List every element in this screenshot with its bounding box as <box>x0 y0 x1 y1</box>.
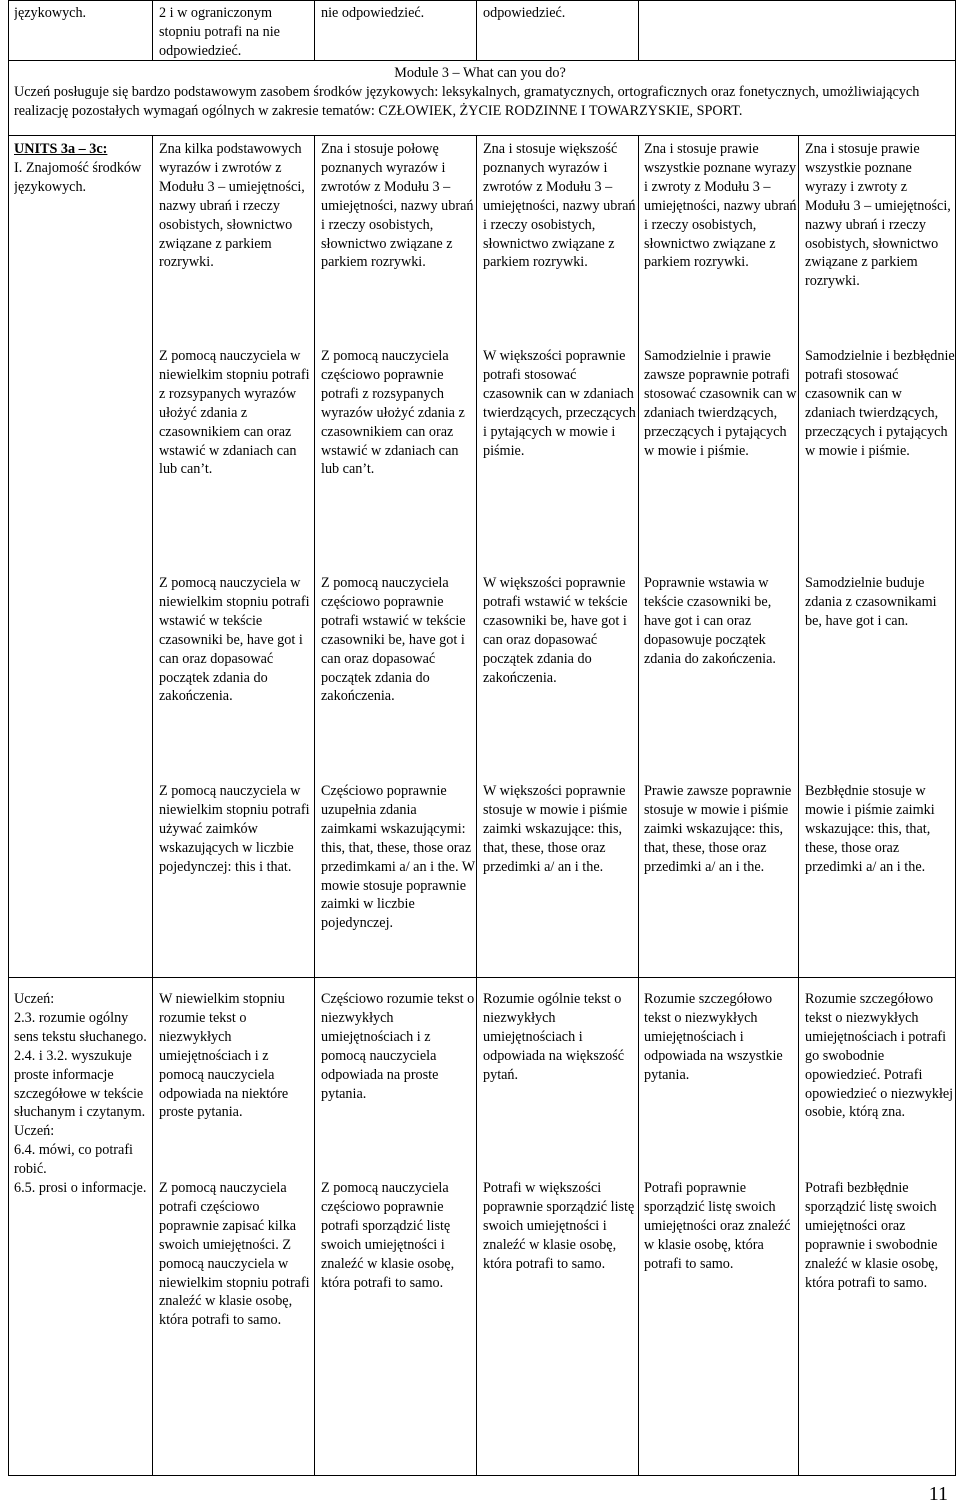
req-line-6: 6.5. prosi o informacje. <box>14 1180 147 1197</box>
req-line-2: 2.3. rozumie ogólny sens tekstu słuchanego. <box>14 1009 147 1045</box>
page-number: 11 <box>928 1483 948 1505</box>
lower-b-level3: Potrafi w większości poprawnie sporządzić listę swoich umiejętności i znaleźć w klasie osobę, która potrafi to samo. <box>483 1180 635 1272</box>
lower-b-level5: Potrafi bezbłędnie sporządzić listę swoich umiejętności oraz poprawnie i swobodnie znaleźć w klasie osobę, która potrafi to samo. <box>805 1180 939 1291</box>
lower-a-level4: Rozumie szczegółowo tekst o niezwykłych umiejętnościach i odpowiada na wszystkie pytania. <box>644 991 783 1083</box>
top-cell-3: odpowiedzieć. <box>483 5 566 21</box>
lower-a-level1: W niewielkim stopniu rozumie tekst o niezwykłych umiejętnościach i z pomocą nauczyciela odpowiada na niektóre proste pytania. <box>159 991 289 1121</box>
row4-level1: Z pomocą nauczyciela w niewielkim stopniu potrafi używać zaimków wskazujących w liczbie pojedynczej: this i that. <box>159 783 310 875</box>
row4-level5: Bezbłędnie stosuje w mowie i piśmie zaimki wskazujące: this, that, these, those oraz przedimki a/ an i the. <box>805 783 935 875</box>
req-line-1: Uczeń: <box>14 991 55 1007</box>
req-line-4: Uczeń: <box>14 1123 55 1140</box>
row2-level4: Samodzielnie i prawie zawsze poprawnie potrafi stosować czasownik can w zdaniach twierdzących, przeczących i pytających w mowie i piśmie. <box>644 348 797 459</box>
row2-level2: Z pomocą nauczyciela częściowo poprawnie potrafi z rozsypanych wyrazów ułożyć zdania z czasownikiem can oraz wstawić w zdaniach can lub can’t. <box>321 348 465 478</box>
row4-level3: W większości poprawnie stosuje w mowie i piśmie zaimki wskazujące: this, that, these, those oraz przedimki a/ an i the. <box>483 783 628 875</box>
row1-level1: Zna kilka podstawowych wyrazów i zwrotów z Modułu 3 – umiejętności, nazwy ubrań i rzeczy osobistych, słownictwo związane z parkiem rozrywki. <box>159 141 305 271</box>
row1-level2: Zna i stosuje połowę poznanych wyrazów i zwrotów z Modułu 3 – umiejętności, nazwy ubrań i rzeczy osobistych, słownictwo związane z parkiem rozrywki. <box>321 141 474 271</box>
req-line-3: 2.4. i 3.2. wyszukuje proste informacje szczegółowe w tekście słuchanym i czytanym. <box>14 1047 146 1121</box>
lower-a-level5: Rozumie szczegółowo tekst o niezwykłych umiejętnościach i potrafi go swobodnie opowiedzieć. Potrafi opowiedzieć o niezwykłej osobie, którą zna. <box>805 991 954 1121</box>
row2-level1: Z pomocą nauczyciela w niewielkim stopniu potrafi z rozsypanych wyrazów ułożyć zdania z czasownikiem can oraz wstawić w zdaniach can lub can’t. <box>159 348 310 478</box>
lower-b-level2: Z pomocą nauczyciela częściowo poprawnie potrafi sporządzić listę swoich umiejętności i znaleźć w klasie osobę, która potrafi to samo. <box>321 1180 455 1291</box>
intro-paragraph: Uczeń posługuje się bardzo podstawowym zasobem środków językowych: leksykalnych, gramatycznych, ortograficznych oraz fonetycznych, umożliwiających realizację pozostałych wymagań ogólnych w zakresie tematów: CZŁOWIEK, ŻYCIE RODZINNE I TOWARZYSKIE, SPORT. <box>14 84 920 119</box>
row3-level5: Samodzielnie buduje zdania z czasownikami be, have got i can. <box>805 575 937 629</box>
lower-left-requirements <box>14 990 152 1198</box>
top-cell-0: językowych. <box>14 5 87 21</box>
row3-level2: Z pomocą nauczyciela częściowo poprawnie potrafi wstawić w tekście czasowniki be, have got i can oraz dopasować początek zdania do zakończenia. <box>321 575 466 705</box>
row3-level3: W większości poprawnie potrafi wstawić w tekście czasowniki be, have got i can oraz dopasować początek zdania do zakończenia. <box>483 575 628 686</box>
lower-a-level3: Rozumie ogólnie tekst o niezwykłych umiejętnościach i odpowiada na większość pytań. <box>483 991 625 1083</box>
units-heading: UNITS 3a – 3c: <box>14 141 108 157</box>
lower-a-level2: Częściowo rozumie tekst o niezwykłych umiejętnościach i z pomocą nauczyciela odpowiada na proste pytania. <box>321 991 475 1102</box>
row2-level5: Samodzielnie i bezbłędnie potrafi stosować czasownik can w zdaniach twierdzących, przeczących i pytających w mowie i piśmie. <box>805 348 955 459</box>
units-label <box>14 140 152 197</box>
units-skill-label: I. Znajomość środków językowych. <box>14 159 142 195</box>
row3-level1: Z pomocą nauczyciela w niewielkim stopniu potrafi wstawić w tekście czasowniki be, have got i can oraz dopasować początek zdania do zakończenia. <box>159 575 310 705</box>
row4-level4: Prawie zawsze poprawnie stosuje w mowie i piśmie zaimki wskazujące: this, that, these, those oraz przedimki a/ an i the. <box>644 783 792 875</box>
row1-level5: Zna i stosuje prawie wszystkie poznane wyrazy i zwroty z Modułu 3 – umiejętności, nazwy ubrań i rzeczy osobistych, słownictwo związane z parkiem rozrywki. <box>805 141 951 290</box>
row3-level4: Poprawnie wstawia w tekście czasowniki be, have got i can oraz dopasowuje początek zdania do zakończenia. <box>644 575 776 667</box>
lower-b-level4: Potrafi poprawnie sporządzić listę swoich umiejętności oraz znaleźć w klasie osobę, która potrafi to samo. <box>644 1180 791 1272</box>
lower-b-level1: Z pomocą nauczyciela potrafi częściowo poprawnie zapisać kilka swoich umiejętności. Z pomocą nauczyciela w niewielkim stopniu potrafi znaleźć w klasie osobę, która potrafi to samo. <box>159 1180 310 1329</box>
req-line-5: 6.4. mówi, co potrafi robić. <box>14 1142 133 1178</box>
module-title: Module 3 – What can you do? <box>394 65 566 81</box>
row1-level4: Zna i stosuje prawie wszystkie poznane wyrazy i zwroty z Modułu 3 – umiejętności, nazwy ubrań i rzeczy osobistych, słownictwo związane z parkiem rozrywki. <box>644 141 797 271</box>
row1-level3: Zna i stosuje większość poznanych wyrazów i zwrotów z Modułu 3 – umiejętności, nazwy ubrań i rzeczy osobistych, słownictwo związane z parkiem rozrywki. <box>483 141 636 271</box>
row4-level2: Częściowo poprawnie uzupełnia zdania zaimkami wskazującymi: this, that, these, those oraz przedimkami a/ an i the. W mowie stosuje poprawnie zaimki w liczbie pojedynczej. <box>321 783 475 932</box>
top-cell-1: 2 i w ograniczonym stopniu potrafi na nie odpowiedzieć. <box>159 5 280 59</box>
row2-level3: W większości poprawnie potrafi stosować czasownik can w zdaniach twierdzących, przeczących i pytających w mowie i piśmie. <box>483 348 636 459</box>
top-cell-2: nie odpowiedzieć. <box>321 5 425 21</box>
